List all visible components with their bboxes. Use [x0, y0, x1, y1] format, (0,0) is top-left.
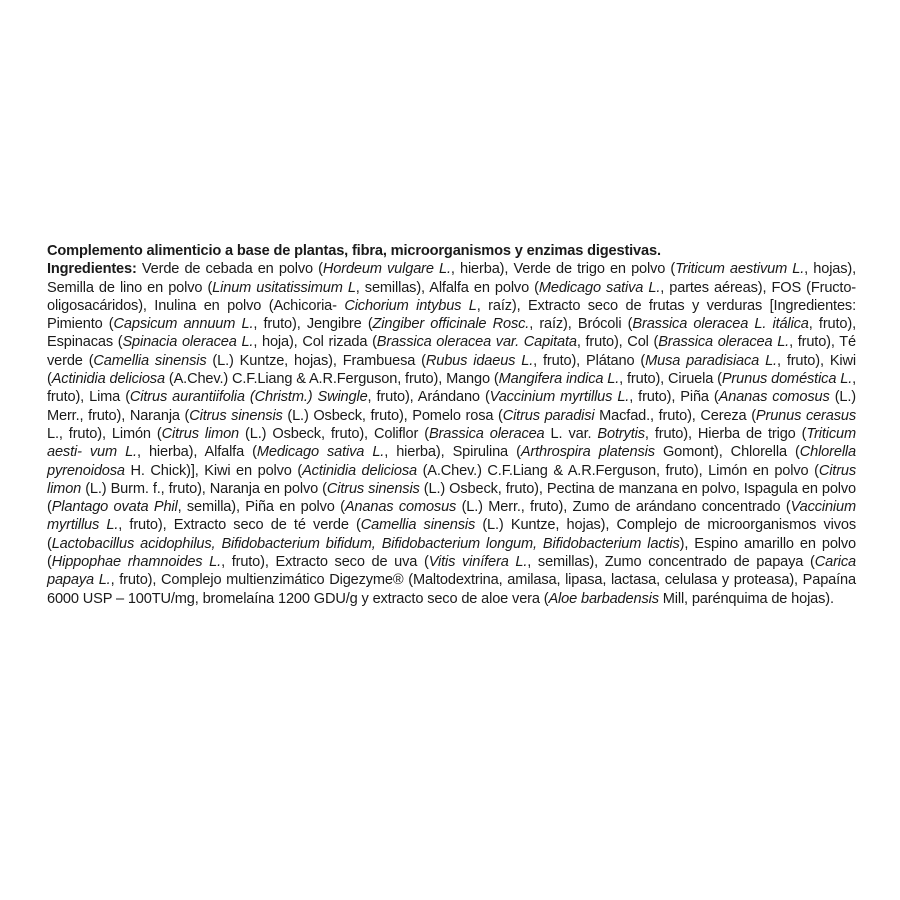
ingredients-paragraph — [47, 260, 856, 608]
product-title: Complemento alimenticio a base de plantas, fibra, microorganismos y enzimas digestivas. — [47, 243, 661, 259]
ingredient-scientific-name: Camellia sinensis — [93, 352, 207, 369]
ingredient-text-run: , fruto), Jengibre ( — [253, 316, 373, 333]
ingredient-scientific-name: Citrus limon — [161, 425, 240, 442]
ingredient-text-run: (L.) Kuntze, hojas), Frambuesa ( — [206, 352, 426, 369]
ingredient-text-run: Macfad., fruto), Cereza ( — [594, 407, 756, 424]
ingredient-text-run: Mill, parénquima de hojas). — [658, 590, 834, 607]
ingredient-text-run: L. var. — [544, 425, 598, 442]
ingredient-scientific-name: Vitis vinífera L. — [428, 554, 528, 571]
ingredient-text-run: , fruto), Piña ( — [629, 389, 719, 406]
ingredient-scientific-name: Vaccinium myrtillus L. — [47, 499, 856, 534]
ingredient-text-run: , fruto), Extracto seco de té verde ( — [118, 517, 361, 534]
ingredient-text-run: , fruto), Extracto seco de uva ( — [221, 554, 429, 571]
ingredient-text-run: (A.Chev.) C.F.Liang & A.R.Ferguson, fruto), Mango ( — [164, 371, 499, 388]
ingredient-text-run: (L.) Osbeck, fruto), Pectina de manzana en polvo, Ispagula en polvo ( — [47, 480, 857, 516]
ingredient-scientific-name: Hordeum vulgare L. — [322, 261, 451, 278]
ingredient-text-run: , semilla), Piña en polvo ( — [177, 499, 345, 516]
ingredient-scientific-name: Prunus cerasus — [755, 407, 856, 424]
ingredient-scientific-name: Citrus aurantiifolia (Christm.) Swingle — [129, 389, 368, 406]
ingredient-scientific-name: Lactobacillus acidophilus, Bifidobacterium bifidum, Bifidobacterium longum, Bifidobacterium lactis — [51, 535, 680, 552]
ingredient-scientific-name: Citrus limon — [47, 462, 857, 497]
ingredient-text-run: Gomont), Chlorella ( — [654, 444, 800, 461]
ingredient-text-run: ), Espino amarillo en polvo ( — [47, 535, 857, 571]
ingredient-text-run: , semillas), Zumo concentrado de papaya ( — [527, 554, 815, 571]
ingredient-scientific-name: Ananas comosus — [344, 499, 457, 516]
ingredient-text-run: (L.) Merr., fruto), Naranja ( — [47, 389, 856, 424]
ingredient-text-run: (A.Chev.) C.F.Liang & A.R.Ferguson, fruto), Limón en polvo ( — [416, 462, 819, 479]
ingredient-text-run: , partes aéreas), FOS (Fructo-oligosacáridos), Inulina en polvo (Achicoria- — [47, 279, 857, 314]
ingredient-scientific-name: Zingiber officinale Rosc. — [372, 316, 530, 333]
ingredient-scientific-name: Citrus sinensis — [189, 407, 283, 424]
ingredient-scientific-name: Hippophae rhamnoides L. — [51, 554, 222, 571]
ingredient-scientific-name: Vaccinium myrtillus L. — [489, 389, 630, 406]
ingredient-text-run: , fruto), Espinacas ( — [47, 316, 856, 351]
ingredient-scientific-name: Botrytis — [597, 425, 645, 442]
ingredient-scientific-name: Mangifera indica L. — [498, 371, 620, 388]
ingredient-text-run: , fruto), Arándano ( — [367, 389, 490, 406]
ingredient-text-run: , hoja), Col rizada ( — [253, 334, 377, 351]
ingredient-text-run: H. Chick)], Kiwi en polvo ( — [124, 462, 303, 479]
ingredient-label — [47, 242, 856, 608]
ingredient-text-run: (L.) Burm. f., fruto), Naranja en polvo ( — [81, 480, 327, 497]
ingredients-heading: Ingredientes: — [47, 261, 137, 278]
ingredient-scientific-name: Triticum aestivum L. — [675, 261, 805, 278]
ingredient-scientific-name: Cichorium intybus L — [344, 297, 477, 314]
ingredient-scientific-name: Spinacia oleracea L. — [122, 334, 254, 351]
ingredient-text-run: , hierba), Spirulina ( — [384, 444, 521, 461]
ingredient-scientific-name: Camellia sinensis — [360, 517, 476, 534]
ingredient-text-run: , fruto), Lima ( — [47, 371, 857, 406]
ingredient-scientific-name: Citrus sinensis — [326, 480, 420, 497]
ingredient-scientific-name: Musa paradisiaca L. — [645, 352, 777, 369]
ingredient-text-run: , hierba), Verde de trigo en polvo ( — [450, 261, 676, 278]
ingredient-scientific-name: Brassica oleracea L. itálica — [632, 316, 809, 333]
ingredient-scientific-name: Citrus paradisi — [502, 407, 595, 424]
ingredient-scientific-name: Brassica oleracea var. Capitata — [376, 334, 577, 351]
ingredient-scientific-name: Ananas comosus — [718, 389, 830, 406]
ingredient-scientific-name: Chlorella pyrenoidosa — [47, 444, 856, 479]
ingredient-scientific-name: Carica papaya L. — [47, 554, 856, 589]
ingredient-text-run: , fruto), Hierba de trigo ( — [644, 425, 807, 442]
ingredient-text-run: (L.) Kuntze, hojas), Complejo de microorganismos vivos ( — [47, 517, 856, 552]
ingredient-scientific-name: Capsicum annuum L. — [113, 316, 254, 333]
ingredient-scientific-name: Rubus idaeus L. — [425, 352, 534, 369]
ingredient-text-run: , fruto), Plátano ( — [533, 352, 646, 369]
ingredient-text-run: L., fruto), Limón ( — [47, 425, 162, 442]
ingredient-scientific-name: Medicago sativa L. — [256, 444, 385, 461]
ingredient-text-run: , hierba), Alfalfa ( — [136, 444, 257, 461]
ingredient-text-run: (L.) Merr., fruto), Zumo de arándano concentrado ( — [456, 499, 791, 516]
ingredient-text-run: Verde de cebada en polvo ( — [136, 261, 323, 278]
ingredient-text-run: , hojas), Semilla de lino en polvo ( — [47, 261, 857, 296]
ingredient-text-run: , fruto), Col ( — [576, 334, 659, 351]
ingredient-text-run: (L.) Osbeck, fruto), Pomelo rosa ( — [282, 407, 503, 424]
ingredient-scientific-name: Brassica oleracea — [428, 425, 545, 442]
ingredient-text-run: , fruto), Ciruela ( — [619, 371, 722, 388]
ingredient-text-run: , semillas), Alfalfa en polvo ( — [355, 279, 539, 296]
ingredient-scientific-name: Linum usitatissimum L — [212, 279, 356, 296]
ingredient-text-run: , raíz), Brócoli ( — [529, 316, 633, 333]
ingredient-scientific-name: Arthrospira platensis — [520, 444, 655, 461]
ingredient-text-run: (L.) Osbeck, fruto), Coliflor ( — [239, 425, 429, 442]
ingredient-scientific-name: Prunus doméstica L. — [721, 371, 853, 388]
ingredient-scientific-name: Plantago ovata Phil — [51, 499, 178, 516]
ingredient-text-run: , fruto), Té verde ( — [47, 334, 856, 369]
ingredient-scientific-name: Actinidia deliciosa — [302, 462, 417, 479]
ingredient-text-run: , raíz), Extracto seco de frutas y verduras [Ingredientes: Pimiento ( — [47, 297, 856, 333]
ingredients-list — [47, 261, 856, 606]
ingredient-text-run: , fruto), Complejo multienzimático Digezyme® (Maltodextrina, amilasa, lipasa, lactasa, celulasa y proteasa), Papaína 6000 USP – 100TU/mg, bromelaína 1200 GDU/g y extracto seco de aloe vera ( — [47, 572, 856, 607]
ingredient-scientific-name: Brassica oleracea L. — [658, 334, 790, 351]
ingredient-scientific-name: Aloe barbadensis — [548, 590, 659, 607]
ingredient-text-run: , fruto), Kiwi ( — [47, 352, 856, 388]
ingredient-scientific-name: Triticum aesti- vum L. — [47, 425, 856, 461]
ingredient-scientific-name: Actinidia deliciosa — [51, 371, 165, 388]
ingredient-scientific-name: Medicago sativa L. — [538, 279, 661, 296]
